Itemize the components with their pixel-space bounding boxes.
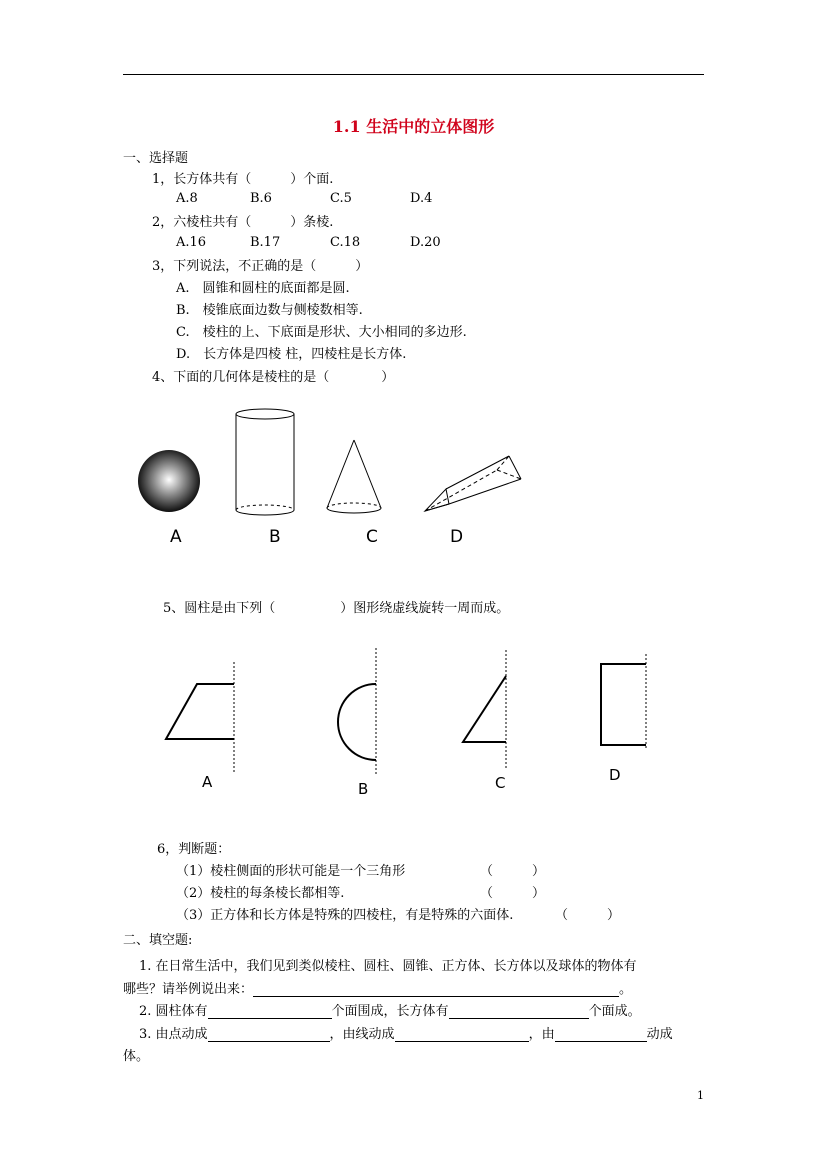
- trapezoid-figure: [166, 684, 234, 739]
- page-title: 1.1 生活中的立体图形: [332, 117, 495, 136]
- triangle-figure: [463, 676, 506, 742]
- question-2-option-b: B.17: [250, 235, 281, 250]
- judgement-3-text: （3）正方体和长方体是特殊的四棱柱，有是特殊的六面体.: [176, 908, 514, 923]
- question-4-label-b: B: [269, 527, 281, 547]
- question-5-label-c: C: [495, 774, 506, 792]
- cone-figure: [327, 440, 381, 513]
- fill-3-part-d: 动成: [646, 1027, 673, 1042]
- fill-3-blank-3[interactable]: [555, 1027, 647, 1042]
- page-number: 1: [697, 1089, 704, 1102]
- judgement-1-text: （1）棱柱侧面的形状可能是一个三角形: [176, 864, 406, 879]
- fill-2-blank-1[interactable]: [208, 1004, 332, 1019]
- rectangle-figure: [601, 664, 646, 745]
- fill-1-blank[interactable]: [253, 982, 619, 997]
- cylinder-figure: [236, 409, 294, 515]
- question-2-option-c: C.18: [330, 235, 361, 250]
- semicircle-figure: [338, 684, 376, 760]
- judgement-1-answer[interactable]: （ ）: [480, 864, 546, 879]
- question-1-option-b: B.6: [250, 191, 272, 206]
- question-4-label-a: A: [170, 527, 182, 547]
- fill-2-part-b: 个面围成，长方体有: [331, 1004, 449, 1019]
- question-1-option-a: A.8: [176, 191, 198, 206]
- question-3-option-c: C. 棱柱的上、下底面是形状、大小相同的多边形.: [176, 325, 467, 340]
- section-choice-heading: 一、选择题: [123, 151, 189, 166]
- fill-3-part-c: ，由: [528, 1027, 555, 1042]
- fill-2-part-c: 个面成。: [588, 1004, 641, 1019]
- question-5-stem: 5、圆柱是由下列（ ）图形绕虚线旋转一周而成。: [163, 601, 510, 616]
- question-6-stem: 6，判断题：: [157, 842, 231, 857]
- question-5-figures: [0, 640, 827, 780]
- fill-3-blank-1[interactable]: [208, 1027, 330, 1042]
- fill-1-line-2: 哪些？请举例说出来：: [123, 982, 254, 997]
- question-2-option-a: A.16: [176, 235, 207, 250]
- judgement-2-answer[interactable]: （ ）: [480, 886, 546, 901]
- question-3-option-b: B. 棱锥底面边数与侧棱数相等.: [176, 303, 363, 318]
- question-3-stem: 3，下列说法，不正确的是（ ）: [152, 259, 369, 274]
- question-5-label-d: D: [609, 766, 621, 784]
- fill-3-blank-2[interactable]: [395, 1027, 529, 1042]
- fill-1-end: 。: [619, 982, 633, 997]
- judgement-2-text: （2）棱柱的每条棱长都相等.: [176, 886, 345, 901]
- header-rule: [123, 74, 704, 75]
- question-1-option-d: D.4: [410, 191, 433, 206]
- question-5-label-b: B: [358, 780, 369, 798]
- fill-3-line-2: 体。: [123, 1049, 150, 1064]
- question-3-option-d: D. 长方体是四棱 柱，四棱柱是长方体.: [176, 347, 407, 362]
- question-2-stem: 2，六棱柱共有（ ）条棱.: [152, 215, 334, 230]
- prism-figure: [425, 456, 521, 511]
- question-4-label-d: D: [450, 527, 464, 547]
- question-1-stem: 1，长方体共有（ ）个面.: [152, 172, 334, 187]
- fill-2-blank-2[interactable]: [449, 1004, 589, 1019]
- question-4-label-c: C: [366, 527, 378, 547]
- question-5-label-a: A: [202, 773, 213, 791]
- question-1-option-c: C.5: [330, 191, 352, 206]
- fill-3-part-b: ，由线动成: [329, 1027, 395, 1042]
- fill-1-line-1: 1. 在日常生活中，我们见到类似棱柱、圆柱、圆锥、正方体、长方体以及球体的物体有: [139, 959, 637, 974]
- fill-2-part-a: 2. 圆柱体有: [139, 1004, 208, 1019]
- fill-3-part-a: 3. 由点动成: [139, 1027, 208, 1042]
- question-2-option-d: D.20: [410, 235, 441, 250]
- question-4-figures: [0, 400, 827, 570]
- question-4-stem: 4、下面的几何体是棱柱的是（ ）: [152, 370, 395, 385]
- question-3-option-a: A. 圆锥和圆柱的底面都是圆.: [176, 281, 350, 296]
- section-fill-heading: 二、填空题:: [123, 933, 193, 948]
- sphere-figure: [138, 450, 200, 512]
- judgement-3-answer[interactable]: （ ）: [555, 908, 621, 923]
